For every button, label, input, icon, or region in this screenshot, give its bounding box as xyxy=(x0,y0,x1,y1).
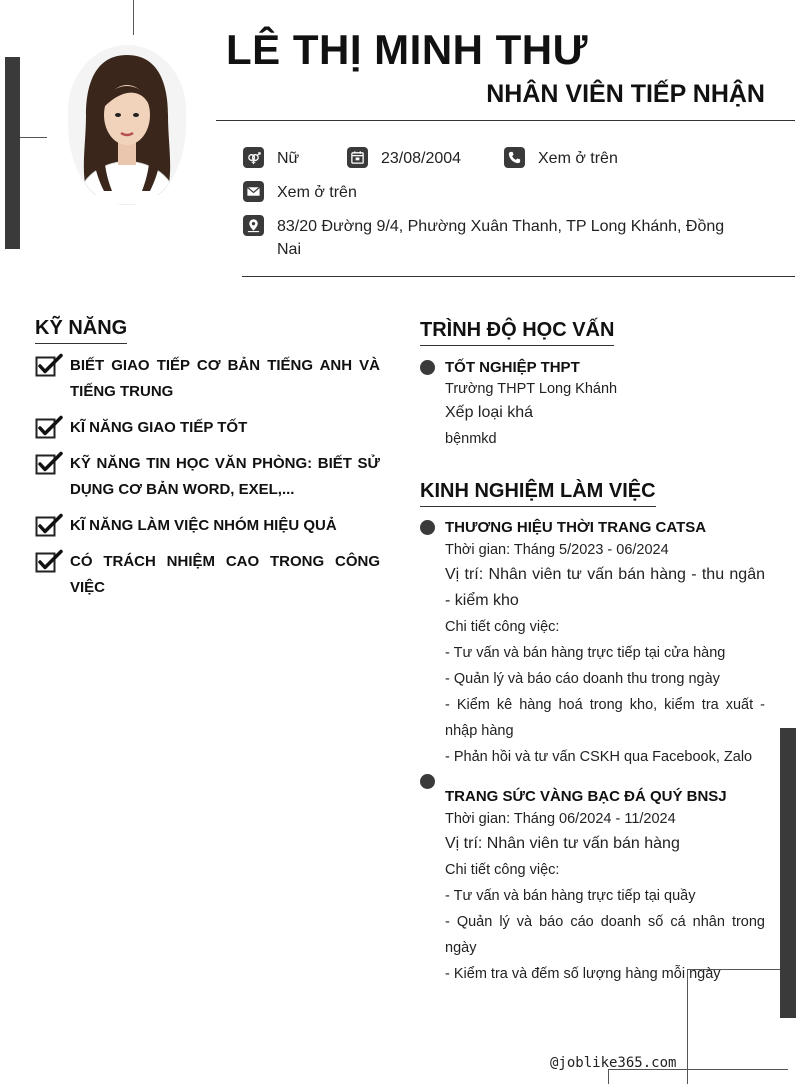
education-note: bệnmkd xyxy=(445,431,497,447)
email-value: Xem ở trên xyxy=(277,184,357,201)
address-line-2: Nai xyxy=(277,241,302,258)
calendar-icon xyxy=(347,147,368,168)
education-school: Trường THPT Long Khánh xyxy=(445,381,618,397)
checkbox-icon xyxy=(35,451,63,475)
job-detail: - Tư vấn và bán hàng trực tiếp tại quầy xyxy=(445,888,696,904)
contact-divider xyxy=(242,276,795,277)
job-time: Thời gian: Tháng 5/2023 - 06/2024 xyxy=(445,542,669,558)
checkbox-icon xyxy=(35,353,63,377)
skills-heading: KỸ NĂNG xyxy=(35,317,127,344)
skill-text: KĨ NĂNG LÀM VIỆC NHÓM HIỆU QUẢ xyxy=(70,517,337,534)
job-time: Thời gian: Tháng 06/2024 - 11/2024 xyxy=(445,811,676,827)
address-value xyxy=(277,215,757,261)
bullet-icon xyxy=(420,520,435,535)
job-detail: - Quản lý và báo cáo doanh thu trong ngày xyxy=(445,671,720,687)
experience-entry xyxy=(445,517,765,770)
phone-value: Xem ở trên xyxy=(538,150,618,167)
checkbox-icon xyxy=(35,549,63,573)
skill-text: CÓ TRÁCH NHIỆM CAO TRONG CÔNG VIỆC xyxy=(70,553,380,596)
skill-text: BIẾT GIAO TIẾP CƠ BẢN TIẾNG ANH VÀ TIẾNG TRUNG xyxy=(70,357,380,400)
job-detail: - Quản lý và báo cáo doanh số cá nhân trong ngày xyxy=(445,914,765,956)
corner-frame-inner xyxy=(608,1069,788,1084)
skill-text: KỸ NĂNG TIN HỌC VĂN PHÒNG: BIẾT SỬ DỤNG CƠ BẢN WORD, EXEL,... xyxy=(70,455,380,498)
checkbox-icon xyxy=(35,513,63,537)
experience-heading: KINH NGHIỆM LÀM VIỆC xyxy=(420,480,656,507)
skill-item xyxy=(35,415,380,441)
job-details-label: Chi tiết công việc: xyxy=(445,862,560,878)
avatar xyxy=(68,45,186,205)
email-icon xyxy=(243,181,264,202)
education-grade: Xếp loại khá xyxy=(445,404,534,421)
gender-value: Nữ xyxy=(277,150,300,167)
job-detail: - Phản hồi và tư vấn CSKH qua Facebook, Zalo xyxy=(445,749,753,765)
job-detail: - Kiểm tra và đếm số lượng hàng mỗi ngày xyxy=(445,966,721,982)
skill-item xyxy=(35,513,380,539)
job-details-label: Chi tiết công việc: xyxy=(445,619,560,635)
job-detail: - Tư vấn và bán hàng trực tiếp tại cửa hàng xyxy=(445,645,726,661)
skill-item xyxy=(35,451,380,503)
job-position: Vị trí: Nhân viên tư vấn bán hàng - thu ngân - kiểm kho xyxy=(445,566,765,609)
job-detail: - Kiểm kê hàng hoá trong kho, kiểm tra xuất - nhập hàng xyxy=(445,697,765,739)
gender-icon xyxy=(243,147,264,168)
job-company: THƯƠNG HIỆU THỜI TRANG CATSA xyxy=(445,519,707,536)
job-title: NHÂN VIÊN TIẾP NHẬN xyxy=(486,80,765,108)
top-accent-line xyxy=(133,0,134,35)
candidate-name: LÊ THỊ MINH THƯ xyxy=(226,26,588,73)
location-icon xyxy=(243,215,264,236)
education-heading: TRÌNH ĐỘ HỌC VẤN xyxy=(420,319,614,346)
right-accent-bar xyxy=(780,728,796,1018)
job-position: Vị trí: Nhân viên tư vấn bán hàng xyxy=(445,835,680,852)
education-entry xyxy=(445,357,765,452)
job-company: TRANG SỨC VÀNG BẠC ĐÁ QUÝ BNSJ xyxy=(445,788,727,805)
bullet-icon xyxy=(420,360,435,375)
skill-item xyxy=(35,353,380,405)
left-accent-line xyxy=(20,137,47,138)
experience-entry xyxy=(445,786,765,987)
address-line-1: 83/20 Đường 9/4, Phường Xuân Thanh, TP Long Khánh, Đồng xyxy=(277,218,725,235)
phone-icon xyxy=(504,147,525,168)
header-divider xyxy=(216,120,795,121)
birthday-value: 23/08/2004 xyxy=(381,150,462,167)
skill-item xyxy=(35,549,380,601)
bullet-icon xyxy=(420,774,435,789)
skill-text: KĨ NĂNG GIAO TIẾP TỐT xyxy=(70,419,248,436)
watermark: @joblike365.com xyxy=(550,1055,677,1071)
checkbox-icon xyxy=(35,415,63,439)
left-accent-bar xyxy=(5,57,20,249)
education-degree: TỐT NGHIỆP THPT xyxy=(445,359,580,376)
